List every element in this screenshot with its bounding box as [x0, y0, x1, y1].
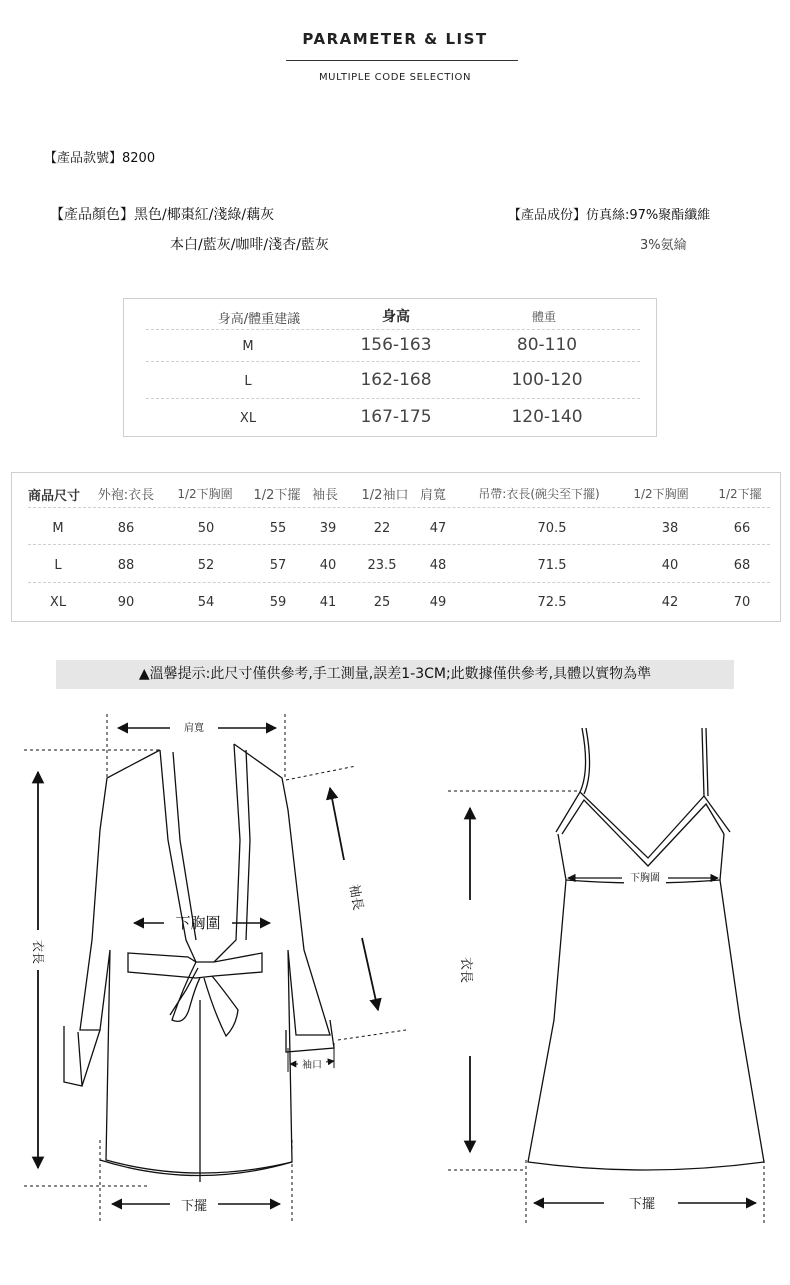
label-slip-hem: 下擺 [628, 1197, 656, 1212]
measurement-notice: ▲溫馨提示:此尺寸僅供參考,手工測量,誤差1-3CM;此數據僅供參考,具體以實物為準 [56, 660, 734, 689]
size-header-robe-length: 外袍:衣長 [97, 488, 155, 503]
table-cell: 41 [319, 595, 337, 610]
table-cell: 59 [269, 595, 287, 610]
hw-weight-xl: 120-140 [511, 407, 583, 427]
product-material-line2: 3%氨綸 [640, 238, 687, 253]
size-header-cuff: 1/2袖口 [361, 488, 409, 503]
table-cell: 66 [733, 521, 751, 536]
table-cell: 50 [197, 521, 215, 536]
label-hem: 下擺 [180, 1199, 208, 1214]
table-cell: 40 [319, 558, 337, 573]
title-divider [286, 60, 518, 61]
table-cell: 72.5 [537, 595, 567, 610]
size-header-shoulder: 肩寬 [419, 488, 446, 503]
table-cell: 90 [117, 595, 135, 610]
hw-header-recommend: 身高/體重建議 [217, 312, 301, 327]
table-cell: 71.5 [537, 558, 567, 573]
hw-header-height: 身高 [382, 309, 410, 325]
table-cell: 68 [733, 558, 751, 573]
robe-labels [31, 721, 366, 1214]
page-title: PARAMETER & LIST [302, 30, 488, 48]
garment-diagrams [0, 700, 790, 1260]
label-slip-under-bust: 下胸圍 [630, 873, 660, 884]
hw-size-xl: XL [239, 411, 257, 426]
table-cell: 25 [373, 595, 391, 610]
table-cell: 70.5 [537, 521, 567, 536]
label-sleeve-length: 袖長 [345, 883, 366, 912]
table-cell: 49 [429, 595, 447, 610]
table-cell: L [54, 558, 62, 573]
size-header-slip-underbust: 1/2下胸圍 [633, 487, 689, 501]
hw-height-xl: 167-175 [360, 407, 432, 427]
table-cell: 52 [197, 558, 215, 573]
product-colors-line1: 【產品顏色】黑色/椰棗紅/淺綠/藕灰 [50, 207, 275, 223]
label-cuff: 袖口 [302, 1060, 322, 1071]
hw-header-weight: 體重 [531, 310, 556, 324]
size-table [11, 472, 781, 622]
label-slip-length: 衣長 [458, 956, 473, 984]
table-cell: 57 [269, 558, 287, 573]
table-cell: 55 [269, 521, 287, 536]
size-header-robe-hem: 1/2下擺 [253, 488, 301, 503]
label-shoulder: 肩寬 [184, 723, 204, 734]
table-cell: 48 [429, 558, 447, 573]
robe-diagram [64, 744, 334, 1182]
table-cell: XL [49, 595, 67, 610]
size-header-slip-hem: 1/2下擺 [718, 487, 762, 501]
table-cell: 39 [319, 521, 337, 536]
label-under-bust: 下胸圍 [175, 914, 221, 932]
product-colors-line2: 本白/藍灰/咖啡/淺杏/藍灰 [170, 237, 329, 253]
slip-dimension-lines [448, 791, 764, 1226]
table-cell: 47 [429, 521, 447, 536]
label-length: 衣長 [31, 939, 45, 965]
page-subtitle: MULTIPLE CODE SELECTION [318, 72, 472, 83]
table-cell: M [52, 521, 64, 536]
size-header-robe-underbust: 1/2下胸圍 [177, 487, 233, 501]
size-header-slip-length: 吊帶:衣長(碗尖至下擺) [478, 487, 600, 501]
table-cell: 54 [197, 595, 215, 610]
table-cell: 23.5 [367, 558, 397, 573]
hw-height-m: 156-163 [360, 335, 432, 355]
size-header-sleeve: 袖長 [311, 488, 338, 503]
hw-size-m: M [242, 339, 254, 354]
robe-dimension-lines [24, 714, 406, 1222]
hw-weight-m: 80-110 [516, 335, 578, 355]
hw-size-l: L [244, 374, 252, 389]
table-cell: 86 [117, 521, 135, 536]
table-cell: 88 [117, 558, 135, 573]
size-header-size: 商品尺寸 [27, 489, 80, 504]
table-cell: 70 [733, 595, 751, 610]
table-cell: 22 [373, 521, 391, 536]
product-material-line1: 【產品成份】仿真絲:97%聚酯纖維 [508, 208, 711, 223]
hw-weight-l: 100-120 [511, 370, 583, 390]
height-weight-table [123, 298, 657, 437]
slip-diagram [528, 728, 764, 1170]
product-model: 【產品款號】8200 [44, 151, 156, 166]
hw-height-l: 162-168 [360, 370, 432, 390]
table-cell: 38 [661, 521, 679, 536]
table-cell: 40 [661, 558, 679, 573]
table-cell: 42 [661, 595, 679, 610]
